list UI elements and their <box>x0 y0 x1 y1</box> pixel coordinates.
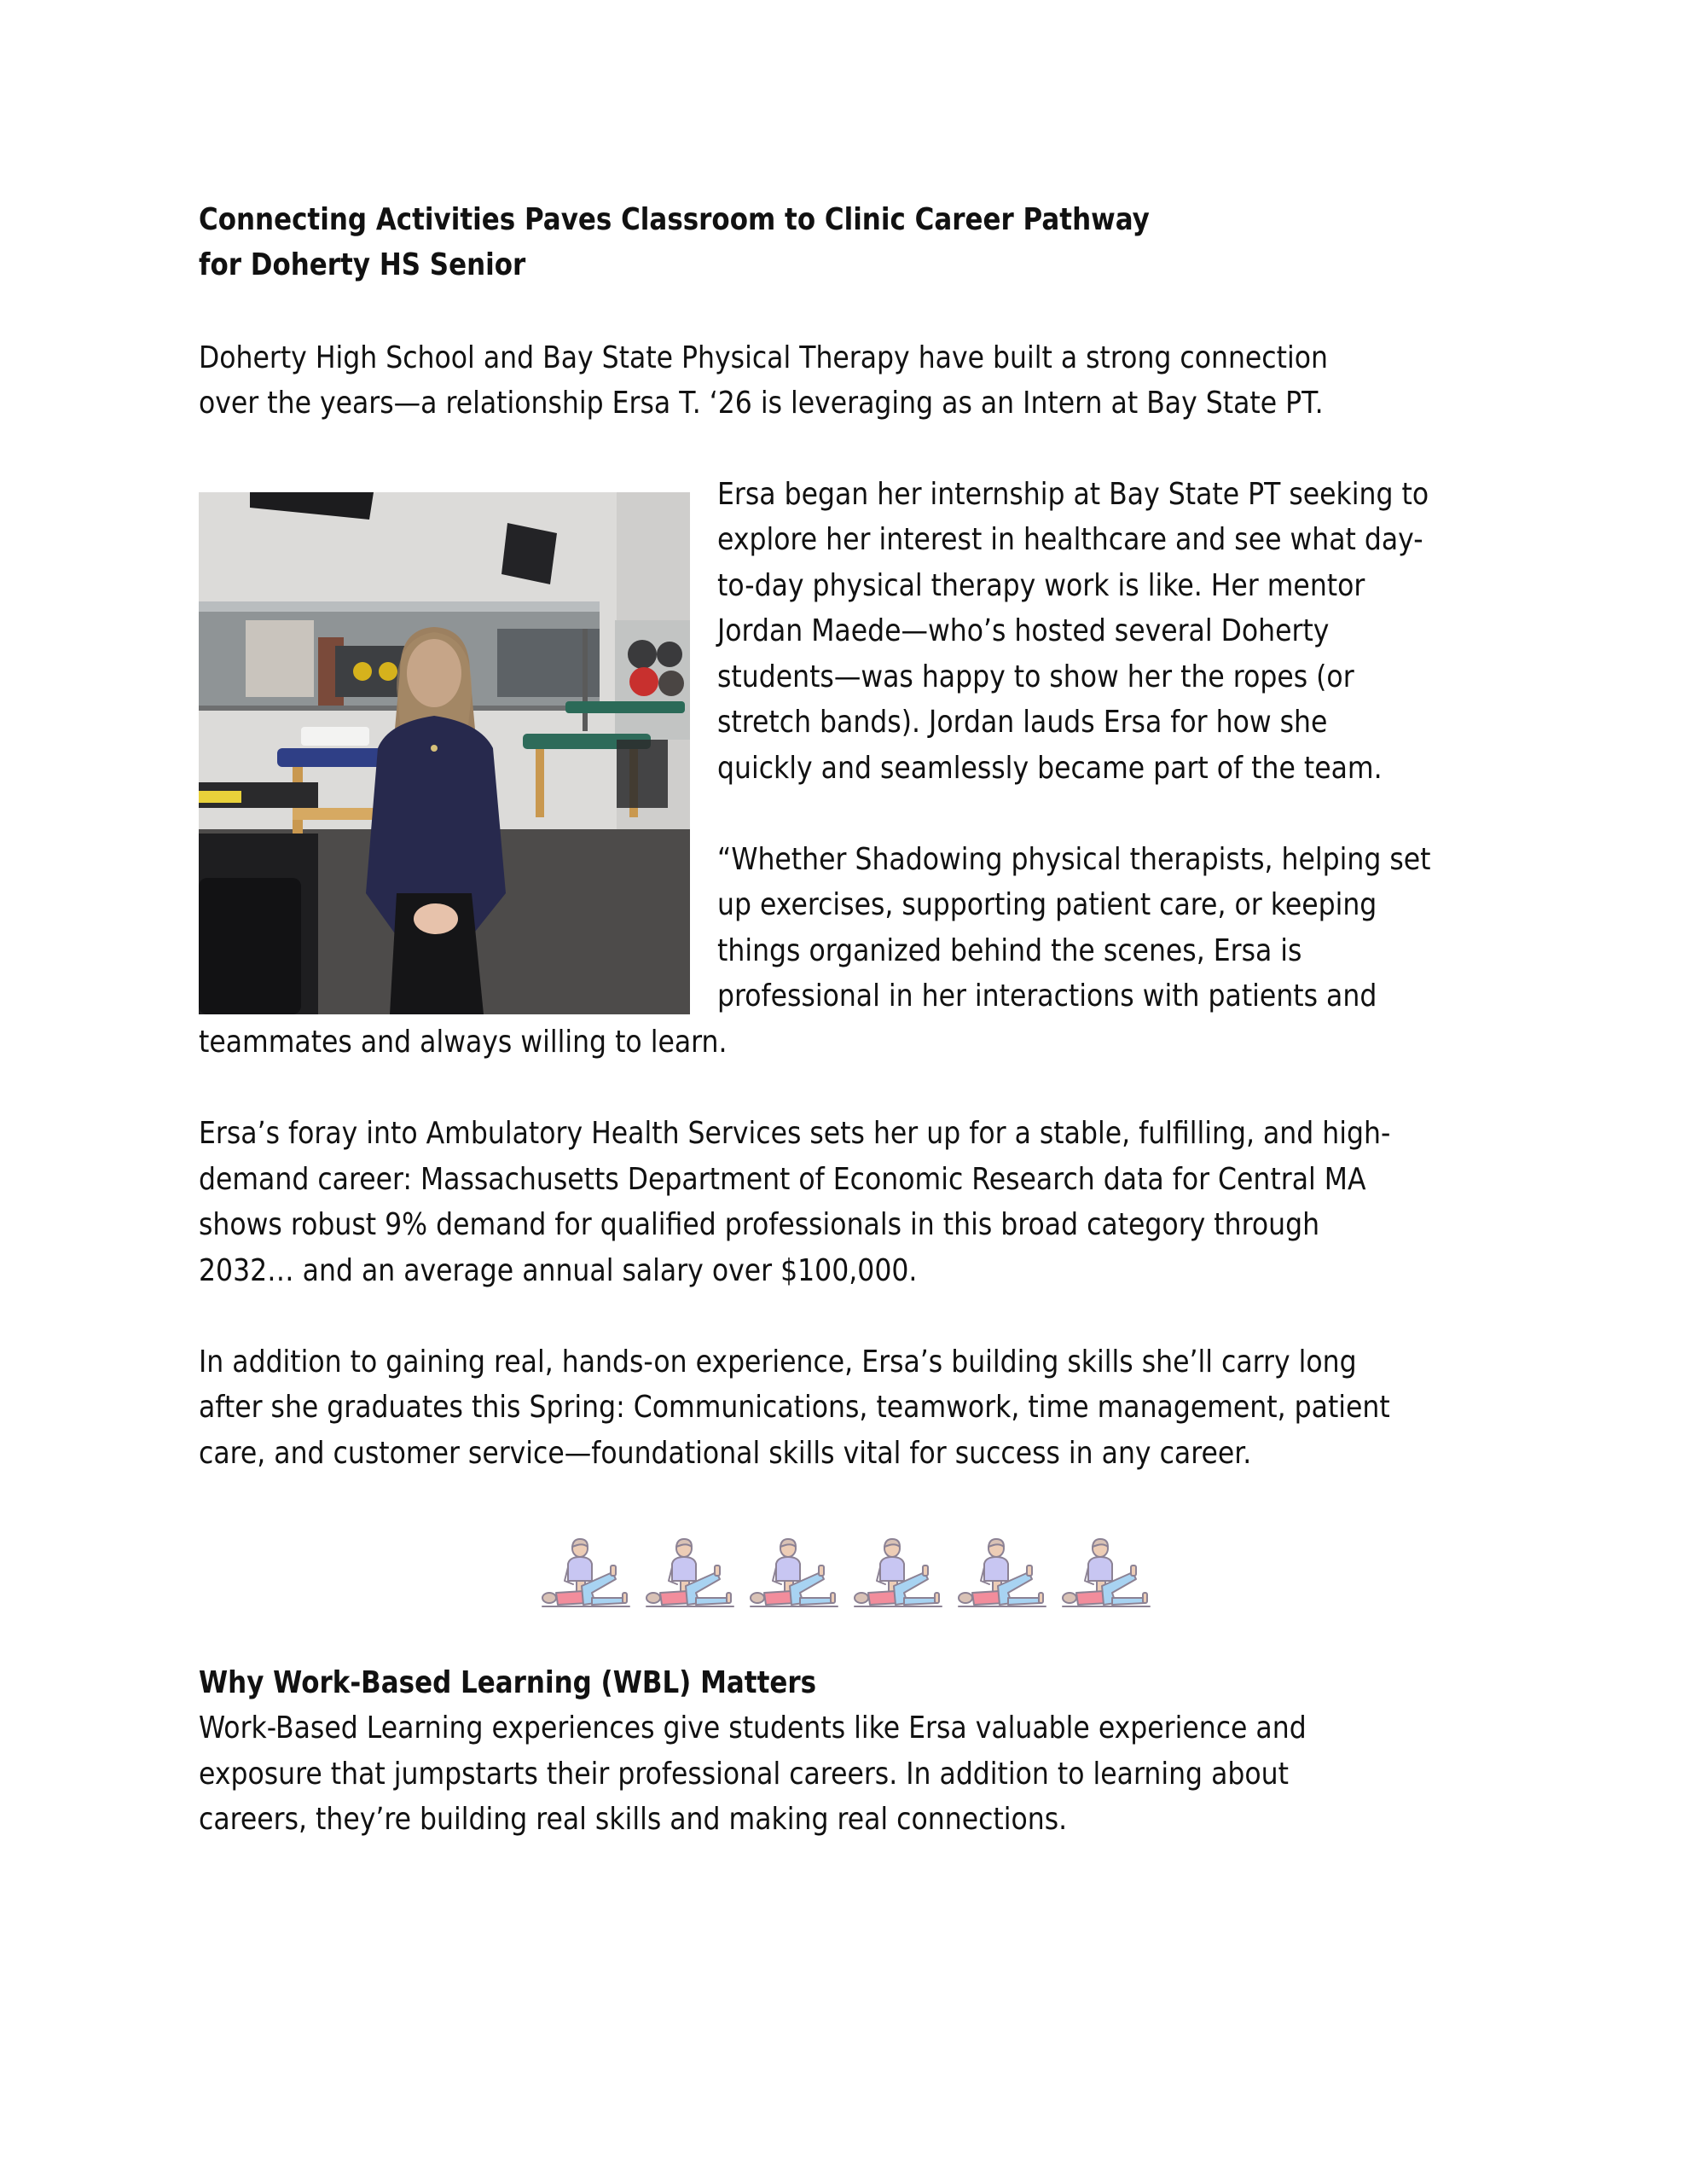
wbl-body-line-2: exposure that jumpstarts their professional careers. In addition to learning about <box>199 1757 1289 1792</box>
wbl-body-line-3: careers, they’re building real skills and making real connections. <box>199 1802 1068 1837</box>
side-paragraph-line-5: students—was happy to show her the ropes (or <box>717 659 1354 694</box>
skills-paragraph-line-3: care, and customer service—foundational skills vital for success in any career. <box>199 1436 1252 1471</box>
career-paragraph-line-2: demand career: Massachusetts Department of Economic Research data for Central MA <box>199 1162 1366 1197</box>
side-paragraph-line-6: stretch bands). Jordan lauds Ersa for how she <box>717 705 1328 740</box>
quote-line-3: things organized behind the scenes, Ersa is <box>717 933 1302 968</box>
quote-line-5: teammates and always willing to learn. <box>199 1025 728 1060</box>
side-paragraph-line-7: quickly and seamlessly became part of the team. <box>717 751 1383 786</box>
physical-therapy-leg-stretch-icon <box>539 1538 633 1615</box>
quote-line-2: up exercises, supporting patient care, or keeping <box>717 887 1377 922</box>
physical-therapy-icon-divider <box>539 1538 1153 1615</box>
intro-line-1: Doherty High School and Bay State Physical Therapy have built a strong connection <box>199 340 1328 375</box>
physical-therapy-leg-stretch-icon <box>1059 1538 1153 1615</box>
quote-line-1: “Whether Shadowing physical therapists, helping set <box>717 842 1431 877</box>
career-paragraph-line-4: 2032… and an average annual salary over $100,000. <box>199 1253 918 1288</box>
career-paragraph-line-1: Ersa’s foray into Ambulatory Health Services sets her up for a stable, fulfilling, and high- <box>199 1116 1391 1151</box>
wbl-body-line-1: Work-Based Learning experiences give students like Ersa valuable experience and <box>199 1711 1307 1745</box>
side-paragraph-line-2: explore her interest in healthcare and see what day- <box>717 522 1423 557</box>
intern-photo <box>199 492 690 1014</box>
article-title-line-2: for Doherty HS Senior <box>199 247 526 282</box>
physical-therapy-leg-stretch-icon <box>747 1538 841 1615</box>
side-paragraph-line-4: Jordan Maede—who’s hosted several Doherty <box>717 613 1330 648</box>
article-title-line-1: Connecting Activities Paves Classroom to Clinic Career Pathway <box>199 202 1150 237</box>
physical-therapy-leg-stretch-icon <box>955 1538 1049 1615</box>
side-paragraph-line-1: Ersa began her internship at Bay State PT seeking to <box>717 477 1429 512</box>
wbl-heading: Why Work-Based Learning (WBL) Matters <box>199 1665 817 1700</box>
intro-line-2: over the years—a relationship Ersa T. ‘26 is leveraging as an Intern at Bay State PT. <box>199 386 1324 421</box>
skills-paragraph-line-1: In addition to gaining real, hands-on experience, Ersa’s building skills she’ll carry long <box>199 1345 1357 1380</box>
quote-line-4: professional in her interactions with patients and <box>717 979 1377 1014</box>
side-paragraph-line-3: to-day physical therapy work is like. Her mentor <box>717 568 1365 603</box>
photo-illustration <box>199 492 690 1014</box>
skills-paragraph-line-2: after she graduates this Spring: Communications, teamwork, time management, patient <box>199 1390 1390 1425</box>
career-paragraph-line-3: shows robust 9% demand for qualified professionals in this broad category through <box>199 1207 1320 1242</box>
physical-therapy-leg-stretch-icon <box>643 1538 737 1615</box>
physical-therapy-leg-stretch-icon <box>851 1538 945 1615</box>
